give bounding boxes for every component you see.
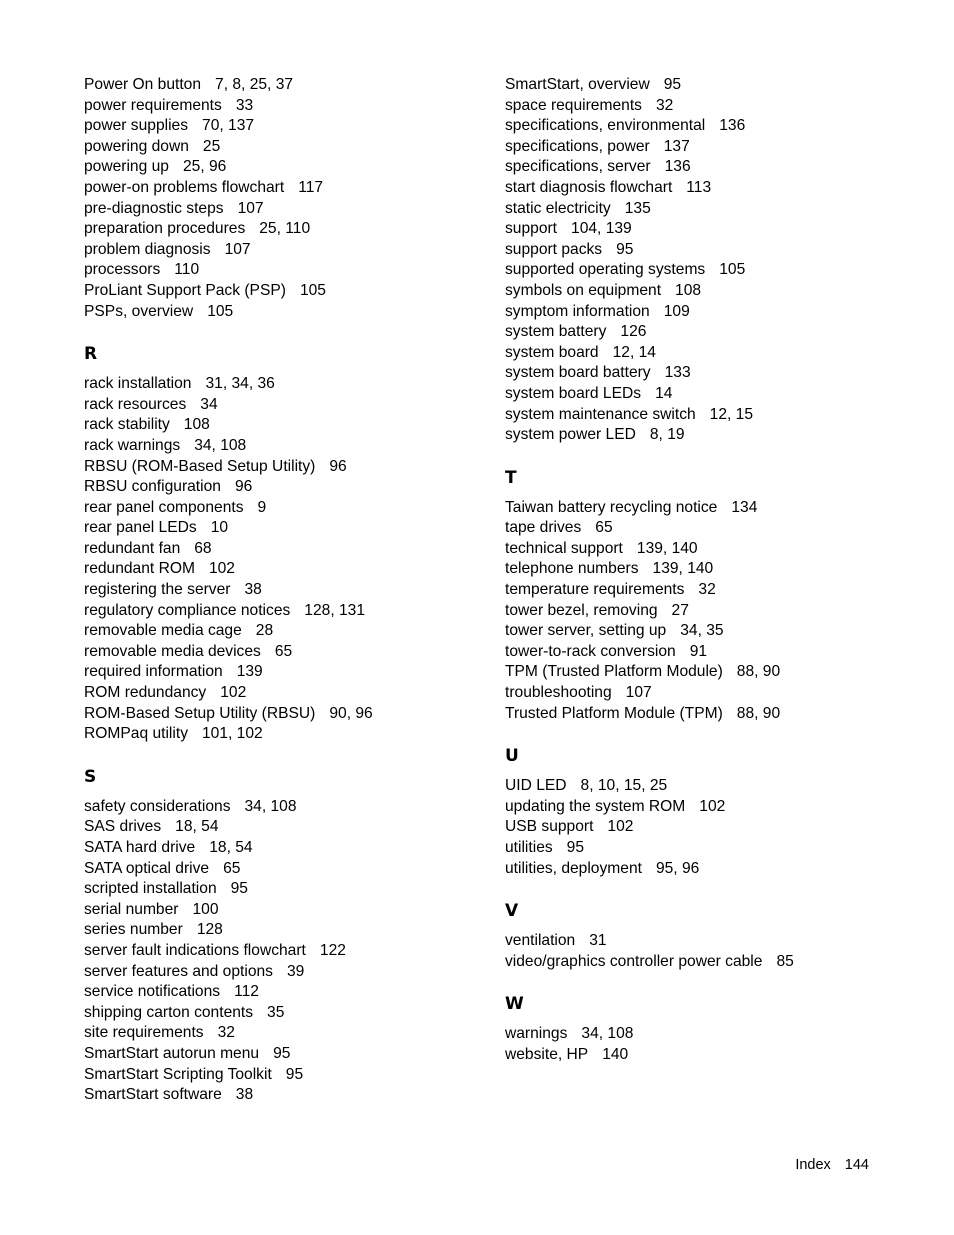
index-page-refs[interactable]: 31 [589, 932, 607, 950]
index-entry [84, 199, 484, 220]
index-entry [505, 178, 925, 199]
page-footer [795, 1157, 869, 1173]
index-page-refs[interactable]: 100 [192, 900, 219, 918]
index-page-refs[interactable]: 88, 90 [736, 704, 781, 722]
index-term: required information [84, 663, 223, 681]
index-term: symbols on equipment [505, 281, 662, 299]
index-entry [84, 1003, 484, 1024]
index-term: rack installation [84, 375, 192, 393]
index-term: website, HP [505, 1045, 589, 1063]
index-term: ventilation [505, 932, 576, 950]
index-page-refs[interactable]: 105 [299, 281, 326, 299]
index-term: rear panel components [84, 498, 244, 516]
index-term: static electricity [505, 199, 611, 217]
index-page-refs[interactable]: 95, 96 [655, 859, 700, 877]
index-page-refs[interactable]: 8, 19 [649, 426, 685, 444]
index-page-refs[interactable]: 90, 96 [329, 704, 373, 722]
index-page-refs[interactable]: 102 [699, 797, 726, 815]
index-entry [84, 642, 484, 663]
index-entry [505, 363, 925, 384]
index-page-refs[interactable]: 65 [595, 519, 613, 537]
index-term: service notifications [84, 983, 221, 1001]
index-page-refs[interactable]: 27 [671, 601, 689, 619]
index-page-refs[interactable]: 110 [174, 261, 200, 279]
index-entry [84, 817, 484, 838]
index-page-refs[interactable]: 32 [698, 581, 716, 599]
index-page-refs[interactable]: 35 [267, 1003, 285, 1021]
index-entry [84, 477, 484, 498]
index-page-refs[interactable]: 135 [624, 199, 651, 217]
index-page-refs[interactable]: 32 [655, 96, 674, 114]
index-term: registering the server [84, 581, 231, 599]
index-entry [505, 601, 925, 622]
index-page-refs[interactable]: 139 [236, 663, 263, 681]
index-entry [84, 900, 484, 921]
index-term: SmartStart, overview [505, 76, 650, 93]
index-term: SATA optical drive [84, 859, 210, 877]
index-term: powering up [84, 158, 169, 176]
index-entry [84, 662, 484, 683]
index-page-refs[interactable]: 38 [244, 581, 262, 599]
index-entry [84, 859, 484, 880]
index-page-refs[interactable]: 109 [663, 302, 690, 320]
index-entry [505, 559, 925, 580]
index-term: pre-diagnostic steps [84, 199, 224, 217]
index-term: system battery [505, 323, 607, 341]
index-page-refs[interactable]: 107 [625, 684, 652, 702]
index-entry [84, 436, 484, 457]
index-section-letter: V [505, 901, 519, 922]
index-page-refs[interactable]: 122 [319, 941, 346, 959]
index-entry [84, 457, 484, 478]
index-page-refs[interactable]: 34 [200, 395, 218, 413]
index-page-refs[interactable]: 34, 108 [194, 436, 247, 454]
index-page-refs[interactable]: 32 [217, 1024, 235, 1042]
index-page-refs[interactable]: 107 [237, 199, 264, 217]
index-entry [505, 219, 925, 240]
index-entry [505, 281, 925, 302]
index-entry [84, 724, 484, 745]
index-entry [505, 817, 925, 838]
index-term: tower-to-rack conversion [505, 642, 676, 660]
index-section-letter: U [505, 746, 519, 767]
index-entry [84, 137, 484, 158]
index-page-refs[interactable]: 65 [274, 642, 293, 660]
index-page-refs[interactable]: 65 [223, 859, 241, 877]
index-column-left [84, 75, 484, 1106]
index-entry [84, 879, 484, 900]
index-term: SATA hard drive [84, 839, 196, 856]
index-page-refs[interactable]: 38 [235, 1086, 254, 1104]
index-entry [505, 137, 925, 158]
index-term: RBSU configuration [84, 478, 221, 496]
index-entry [84, 302, 484, 323]
index-page-refs[interactable]: 105 [207, 302, 234, 320]
index-term: specifications, environmental [505, 117, 706, 135]
index-page-refs[interactable]: 14 [655, 384, 673, 402]
index-entry [84, 539, 484, 560]
index-term: SAS drives [84, 818, 162, 836]
index-page-refs[interactable]: 7, 8, 25, 37 [215, 76, 294, 93]
index-page-refs[interactable]: 102 [208, 560, 235, 578]
index-page-refs[interactable]: 136 [664, 158, 691, 176]
index-term: supported operating systems [505, 261, 706, 279]
index-entry [505, 425, 925, 446]
index-entry [505, 683, 925, 704]
index-entry [505, 1045, 925, 1066]
index-page-refs[interactable]: 105 [719, 261, 746, 279]
index-entry [84, 1065, 484, 1086]
index-page-refs[interactable]: 34, 35 [680, 622, 724, 640]
index-page-refs[interactable]: 95 [273, 1044, 291, 1062]
index-term: specifications, power [505, 137, 650, 155]
index-entry [505, 642, 925, 663]
index-page-refs[interactable]: 39 [286, 962, 305, 980]
index-term: SmartStart Scripting Toolkit [84, 1065, 272, 1083]
index-term: site requirements [84, 1024, 204, 1042]
index-entry [84, 75, 484, 96]
index-entry [84, 941, 484, 962]
index-entry [505, 199, 925, 220]
index-term: support [505, 220, 558, 238]
index-term: warnings [505, 1025, 568, 1043]
index-entry [84, 683, 484, 704]
index-term: USB support [505, 818, 594, 836]
index-page-refs[interactable]: 25, 110 [259, 220, 311, 238]
index-term: support packs [505, 240, 603, 258]
index-term: symptom information [505, 302, 650, 320]
index-page-refs[interactable]: 34, 108 [581, 1025, 634, 1043]
index-page-refs[interactable]: 102 [220, 684, 247, 702]
index-term: scripted installation [84, 880, 217, 898]
index-term: system power LED [505, 426, 636, 444]
index-entry [84, 116, 484, 137]
index-term: processors [84, 261, 161, 279]
index-term: tower bezel, removing [505, 601, 658, 619]
index-term: system maintenance switch [505, 405, 696, 423]
index-term: SmartStart autorun menu [84, 1044, 260, 1062]
index-term: UID LED [505, 777, 567, 795]
index-term: tower server, setting up [505, 622, 667, 640]
index-term: regulatory compliance notices [84, 601, 291, 619]
index-term: Power On button [84, 76, 202, 93]
index-page-refs[interactable]: 139, 140 [636, 539, 698, 557]
index-entry [505, 260, 925, 281]
index-entry [505, 75, 925, 96]
index-term: shipping carton contents [84, 1003, 254, 1021]
index-term: Trusted Platform Module (TPM) [505, 704, 723, 722]
index-term: removable media devices [84, 642, 261, 660]
index-term: power requirements [84, 96, 222, 114]
index-term: rack resources [84, 395, 187, 413]
index-page-refs[interactable]: 96 [329, 457, 347, 475]
index-entry [505, 931, 925, 952]
index-entry [505, 838, 925, 859]
index-entry [84, 157, 484, 178]
index-entry [505, 96, 925, 117]
index-entry [84, 601, 484, 622]
index-page-refs[interactable]: 95 [616, 240, 634, 258]
index-page-refs[interactable]: 10 [210, 519, 229, 537]
index-entry [84, 219, 484, 240]
index-term: utilities, deployment [505, 859, 642, 877]
index-page-refs[interactable]: 9 [257, 498, 267, 516]
index-entry [505, 302, 925, 323]
index-term: problem diagnosis [84, 240, 211, 258]
index-term: start diagnosis flowchart [505, 178, 673, 196]
index-page-refs[interactable]: 12, 14 [612, 343, 656, 361]
index-page-refs[interactable]: 70, 137 [202, 117, 255, 135]
index-term: redundant ROM [84, 560, 195, 578]
index-entry [84, 395, 484, 416]
index-page-refs[interactable]: 34, 108 [244, 797, 297, 815]
index-page-refs[interactable]: 128 [196, 921, 223, 939]
index-term: system board battery [505, 364, 651, 382]
index-page-refs[interactable]: 113 [686, 178, 712, 196]
index-section-letter: W [505, 994, 524, 1015]
index-term: server fault indications flowchart [84, 941, 306, 959]
index-page-refs[interactable]: 12, 15 [709, 405, 754, 423]
index-page-refs[interactable]: 95 [663, 76, 682, 93]
index-entry [505, 405, 925, 426]
index-entry [505, 952, 925, 973]
index-term: system board LEDs [505, 384, 642, 402]
index-entry [84, 580, 484, 601]
index-term: power supplies [84, 117, 189, 135]
index-term: RBSU (ROM-Based Setup Utility) [84, 457, 316, 475]
index-term: tape drives [505, 519, 582, 537]
index-page-refs[interactable]: 25, 96 [182, 158, 227, 176]
index-entry [505, 704, 925, 725]
index-section-letter: T [505, 467, 517, 488]
index-entry [84, 260, 484, 281]
index-term: space requirements [505, 96, 642, 114]
index-section-letter: R [84, 344, 98, 365]
index-entry [84, 982, 484, 1003]
index-page-refs[interactable]: 139, 140 [652, 560, 714, 578]
index-page-refs[interactable]: 102 [607, 818, 634, 836]
index-entry [505, 580, 925, 601]
index-term: troubleshooting [505, 684, 612, 702]
index-page-refs[interactable]: 117 [298, 178, 324, 196]
index-page-refs[interactable]: 33 [235, 96, 254, 114]
index-entry [84, 797, 484, 818]
index-entry [505, 621, 925, 642]
index-page-refs[interactable]: 88, 90 [736, 663, 781, 681]
index-entry [84, 704, 484, 725]
index-term: technical support [505, 539, 623, 557]
index-page-refs[interactable]: 95 [230, 880, 248, 898]
index-entry [84, 281, 484, 302]
index-page-refs[interactable]: 96 [234, 478, 253, 496]
index-page-refs[interactable]: 25 [202, 137, 221, 155]
index-term: Taiwan battery recycling notice [505, 498, 718, 516]
index-entry [505, 859, 925, 880]
footer-label: Index [795, 1157, 831, 1173]
index-term: telephone numbers [505, 560, 639, 578]
index-entry [505, 498, 925, 519]
index-page-refs[interactable]: 8, 10, 15, 25 [580, 777, 668, 795]
index-entry [84, 518, 484, 539]
index-entry [505, 662, 925, 683]
index-entry [84, 1044, 484, 1065]
index-page-refs[interactable]: 91 [689, 642, 708, 660]
index-entry [505, 322, 925, 343]
index-entry [505, 518, 925, 539]
index-term: TPM (Trusted Platform Module) [505, 663, 723, 681]
index-term: powering down [84, 137, 189, 155]
index-term: safety considerations [84, 797, 231, 815]
index-term: ROMPaq utility [84, 725, 188, 743]
index-term: system board [505, 343, 599, 361]
index-page-refs[interactable]: 104, 139 [571, 220, 632, 238]
index-term: temperature requirements [505, 581, 685, 599]
index-page-refs[interactable]: 112 [234, 983, 259, 1001]
index-entry [84, 498, 484, 519]
index-column-right [505, 75, 925, 1066]
index-term: rack warnings [84, 436, 181, 454]
index-term: video/graphics controller power cable [505, 952, 763, 970]
index-term: serial number [84, 900, 179, 918]
index-term: ROM-Based Setup Utility (RBSU) [84, 704, 316, 722]
footer-page-number: 144 [844, 1157, 869, 1173]
index-entry [84, 838, 484, 859]
index-entry [505, 797, 925, 818]
index-page-refs[interactable]: 68 [194, 539, 212, 557]
index-entry [505, 776, 925, 797]
index-entry [505, 240, 925, 261]
index-entry [84, 1085, 484, 1106]
index-term: specifications, server [505, 158, 651, 176]
index-entry [505, 1024, 925, 1045]
index-entry [505, 384, 925, 405]
index-entry [84, 621, 484, 642]
index-page-refs[interactable]: 95 [285, 1065, 304, 1083]
index-page-refs[interactable]: 95 [566, 839, 585, 856]
index-page-refs[interactable]: 107 [224, 240, 251, 258]
index-term: preparation procedures [84, 220, 246, 238]
index-term: updating the system ROM [505, 797, 686, 815]
index-page-refs[interactable]: 134 [731, 498, 758, 516]
index-entry [84, 559, 484, 580]
index-page-refs[interactable]: 128, 131 [304, 601, 365, 619]
index-term: server features and options [84, 962, 273, 980]
index-term: ROM redundancy [84, 684, 207, 702]
index-entry [84, 920, 484, 941]
index-entry [84, 1023, 484, 1044]
index-page-refs[interactable]: 31, 34, 36 [205, 375, 275, 393]
index-entry [84, 240, 484, 261]
index-entry [505, 343, 925, 364]
index-page-refs[interactable]: 18, 54 [175, 818, 219, 836]
index-page-refs[interactable]: 18, 54 [209, 839, 253, 856]
index-page-refs[interactable]: 101, 102 [202, 725, 263, 743]
index-page-refs[interactable]: 108 [675, 281, 702, 299]
index-page-refs[interactable]: 136 [719, 117, 746, 135]
index-page-refs[interactable]: 137 [663, 137, 690, 155]
index-term: series number [84, 921, 183, 939]
index-page-refs[interactable]: 85 [776, 952, 794, 970]
index-page-refs[interactable]: 108 [183, 416, 210, 434]
index-entry [505, 539, 925, 560]
index-entry [84, 374, 484, 395]
index-entry [84, 962, 484, 983]
index-term: rack stability [84, 416, 170, 434]
index-page-refs[interactable]: 126 [620, 323, 647, 341]
index-entry [505, 116, 925, 137]
index-entry [84, 178, 484, 199]
index-term: removable media cage [84, 622, 242, 640]
index-page-refs[interactable]: 140 [602, 1045, 629, 1063]
index-term: utilities [505, 839, 553, 856]
index-entry [84, 96, 484, 117]
index-term: power-on problems flowchart [84, 178, 285, 196]
index-term: PSPs, overview [84, 302, 194, 320]
index-page-refs[interactable]: 133 [664, 364, 691, 382]
index-term: redundant fan [84, 539, 181, 557]
index-entry [84, 415, 484, 436]
index-term: ProLiant Support Pack (PSP) [84, 281, 286, 299]
index-term: rear panel LEDs [84, 519, 197, 537]
index-entry [505, 157, 925, 178]
index-section-letter: S [84, 766, 97, 787]
index-term: SmartStart software [84, 1086, 222, 1104]
index-page-refs[interactable]: 28 [255, 622, 274, 640]
